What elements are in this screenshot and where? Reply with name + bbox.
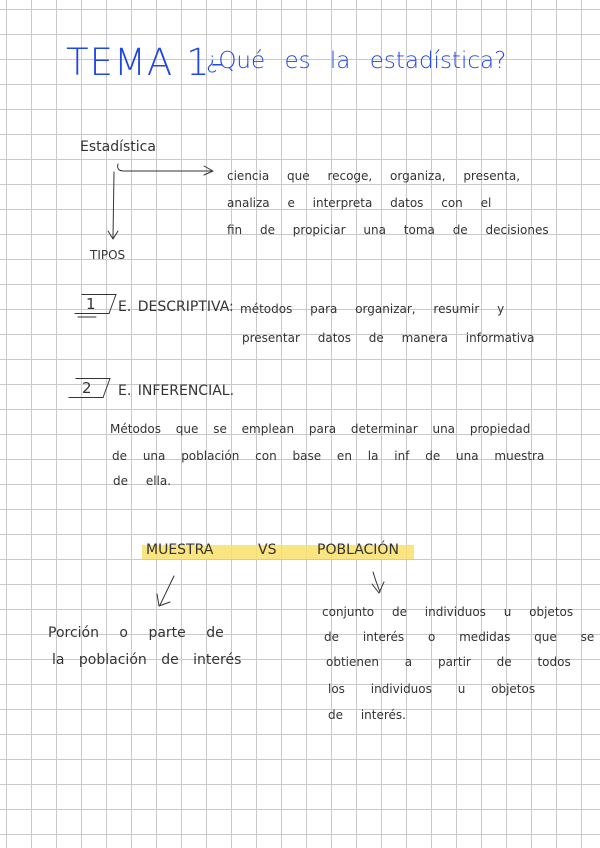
type-number-1: 1 (86, 295, 96, 313)
descriptiva-line-2: presentar datos de manera informativa (242, 331, 535, 345)
type-heading-descriptiva: E. DESCRIPTIVA: (118, 299, 234, 315)
definition-line-3: fin de propiciar una toma de decisiones (227, 223, 549, 237)
comparison-muestra: MUESTRA (146, 542, 214, 558)
arrow-to-types (113, 172, 114, 238)
poblacion-line-4: los individuos u objetos (328, 682, 536, 696)
type-number-2: 2 (82, 379, 92, 397)
title-prefix: TEMA 1- (66, 41, 225, 84)
descriptiva-line-1: métodos para organizar, resumir y (240, 302, 505, 316)
inferencial-line-3: de ella. (113, 474, 172, 488)
title-question: ¿Qué es la estadística? (206, 48, 507, 74)
comparison-poblacion: POBLACIÓN (317, 542, 399, 558)
poblacion-line-1: conjunto de individuos u objetos (322, 605, 574, 619)
types-label: TIPOS (90, 248, 126, 262)
poblacion-line-3: obtienen a partir de todos (326, 655, 571, 669)
type-heading-inferencial: E. INFERENCIAL. (118, 383, 235, 399)
term-estadistica: Estadística (80, 139, 156, 155)
arrow-muestra (160, 576, 174, 605)
poblacion-line-2: de interés o medidas que se (324, 630, 595, 644)
arrow-to-definition (118, 164, 212, 171)
poblacion-line-5: de interés. (328, 708, 406, 722)
definition-line-2: analiza e interpreta datos con el (227, 196, 492, 210)
muestra-line-1: Porción o parte de (48, 625, 224, 641)
definition-line-1: ciencia que recoge, organiza, presenta, (227, 169, 521, 183)
inferencial-line-2: de una población con base en la inf de una muestra (112, 449, 545, 463)
muestra-line-2: la población de interés (52, 652, 242, 668)
arrow-head-muestra (157, 594, 170, 606)
inferencial-line-1: Métodos que se emplean para determinar una propiedad (110, 422, 531, 436)
comparison-vs: VS (258, 542, 277, 558)
